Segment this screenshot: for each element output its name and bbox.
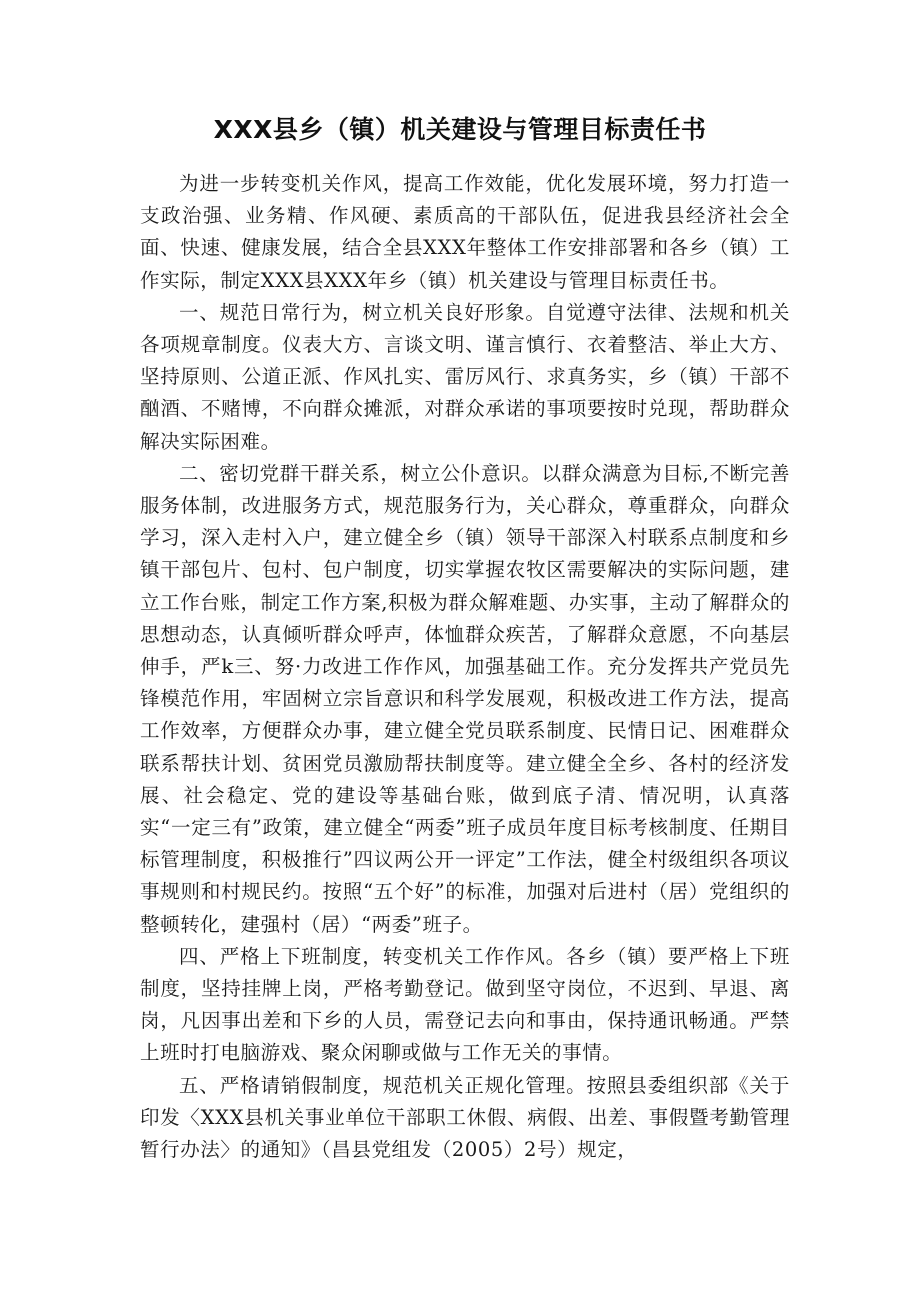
- paragraph-intro: 为进一步转变机关作风，提高工作效能，优化发展环境，努力打造一支政治强、业务精、作风硬、素质高的干部队伍，促进我县经济社会全面、快速、健康发展，结合全县XXX年整体工作安排部署和各乡（镇）工作实际，制定XXX县XXX年乡（镇）机关建设与管理目标责任书。: [140, 172, 790, 292]
- paragraph-section-5: 五、严格请销假制度，规范机关正规化管理。按照县委组织部《关于印发〈XXX县机关事业单位干部职工休假、病假、出差、事假暨考勤管理暂行办法〉的通知》（昌县党组发（2005）2号）规定，: [140, 1073, 790, 1162]
- document-title-main: 县乡（镇）机关建设与管理目标责任书: [272, 115, 707, 144]
- paragraph-section-1: 一、规范日常行为，树立机关良好形象。自觉遵守法律、法规和机关各项规章制度。仪表大方、言谈文明、谨言慎行、衣着整洁、举止大方、坚持原则、公道正派、作风扎实、雷厉风行、求真务实，乡（镇）干部不酗酒、不赌博，不向群众摊派，对群众承诺的事项要按时兑现，帮助群众解决实际困难。: [140, 300, 790, 453]
- document-title: [0, 112, 920, 148]
- paragraph-section-4: 四、严格上下班制度，转变机关工作作风。各乡（镇）要严格上下班制度，坚持挂牌上岗，严格考勤登记。做到坚守岗位，不迟到、早退、离岗，凡因事出差和下乡的人员，需登记去向和事由，保持通讯畅通。严禁上班时打电脑游戏、聚众闲聊或做与工作无关的事情。: [140, 944, 790, 1065]
- document-body: [140, 168, 790, 1166]
- document-title-prefix: XXX: [213, 115, 273, 144]
- paragraph-section-2: 二、密切党群干群关系，树立公仆意识。以群众满意为目标,不断完善服务体制，改进服务方式，规范服务行为，关心群众，尊重群众，向群众学习，深入走村入户，建立健全乡（镇）领导干部深入村联系点制度和乡镇干部包片、包村、包户制度，切实掌握农牧区需要解决的实际问题，建立工作台账，制定工作方案,积极为群众解难题、办实事，主动了解群众的思想动态，认真倾听群众呼声，体恤群众疾苦，了解群众意愿，不向基层伸手，严k三、努·力改进工作作风，加强基础工作。充分发挥共产党员先锋模范作用，牢固树立宗旨意识和科学发展观，积极改进工作方法，提高工作效率，方便群众办事，建立健全党员联系制度、民情日记、困难群众联系帮扶计划、贫困党员激励帮扶制度等。建立健全全乡、各村的经济发展、社会稳定、党的建设等基础台账，做到底子清、情况明，认真落实“一定三有”政策，建立健全“两委”班子成员年度目标考核制度、任期目标管理制度，积极推行”四议两公开一评定”工作法，健全村级组织各项议事规则和村规民约。按照“五个好”的标准，加强对后进村（居）党组织的整顿转化，建强村（居）“两委”班子。: [140, 461, 790, 936]
